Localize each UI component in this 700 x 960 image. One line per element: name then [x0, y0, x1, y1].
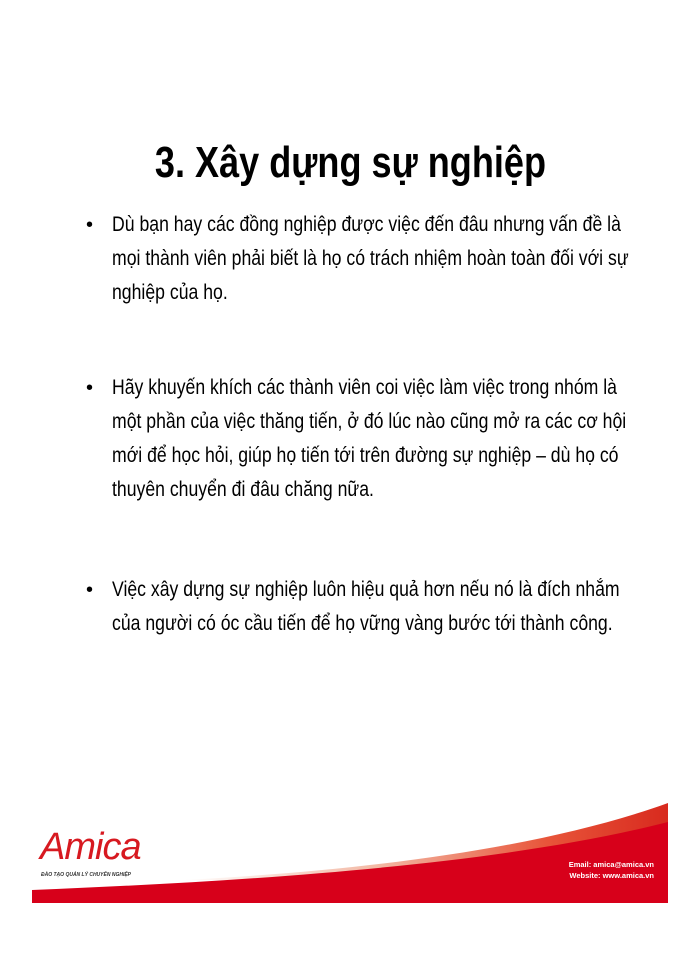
- bullet-line: mới để học hỏi, giúp họ tiến tới trên đường sự nghiệp – dù họ có: [112, 444, 619, 467]
- bullet-dot: •: [86, 214, 94, 236]
- bullet-line: Việc xây dựng sự nghiệp luôn hiệu quả hơn nếu nó là đích nhắm: [112, 578, 620, 601]
- bullet-line: Dù bạn hay các đồng nghiệp được việc đến đâu nhưng vấn đề là: [112, 213, 621, 236]
- bullet-line: thuyên chuyển đi đâu chăng nữa.: [112, 478, 374, 501]
- slide-title: 3. Xây dựng sự nghiệp: [154, 138, 546, 187]
- email-text: Email: amica@amica.vn: [568, 860, 654, 869]
- bullet-dot: •: [86, 579, 94, 601]
- bullet-line: mọi thành viên phải biết là họ có trách nhiệm hoàn toàn đối với sự: [112, 247, 629, 270]
- contact-info: [569, 859, 654, 881]
- bullet-dot: •: [86, 377, 94, 399]
- bullet-line: Hãy khuyến khích các thành viên coi việc làm việc trong nhóm là: [112, 376, 617, 399]
- bullet-line: của người có óc cầu tiến để họ vững vàng bước tới thành công.: [112, 612, 613, 635]
- amica-logo: Amica ĐÀO TẠO QUẢN LÝ CHUYÊN NGHIỆP: [40, 826, 141, 878]
- website-text: Website: www.amica.vn: [569, 871, 654, 880]
- bullet-line: nghiệp của họ.: [112, 281, 228, 304]
- bullet-line: một phần của việc thăng tiến, ở đó lúc nào cũng mở ra các cơ hội: [112, 410, 627, 433]
